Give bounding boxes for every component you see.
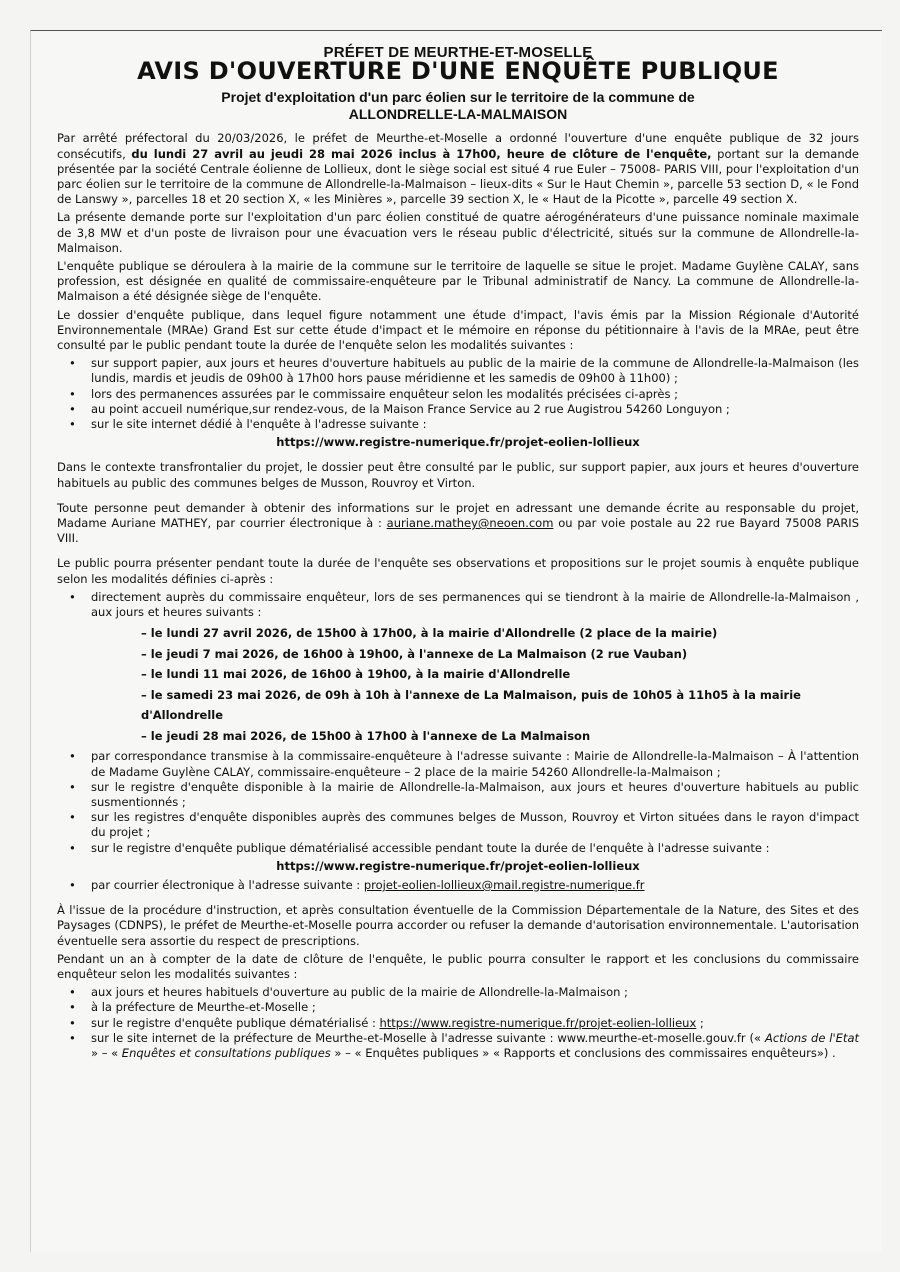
notice-page	[30, 30, 882, 1252]
permanence-date: – le lundi 11 mai 2026, de 16h00 à 19h00, à la mairie d'Allondrelle	[141, 667, 571, 682]
info-text-b: ou par voie postale au 22 rue Bayard 75008 PARIS VIII.	[57, 516, 859, 546]
list-item: • sur le registre d'enquête disponible à la mairie de Allondrelle-la-Malmaison, aux jours et heures d'ouverture habituels au public susmentionnés ;	[91, 780, 859, 810]
paragraph-transfrontalier: Dans le contexte transfrontalier du projet, le dossier peut être consulté par le public, sur support papier, aux jours et heures d'ouverture habituels au public des communes belges de Musson, Rouvroy et Virton.	[57, 460, 859, 490]
list-item: • directement auprès du commissaire enquêteur, lors de ses permanences qui se tiendront à la mairie de Allondrelle-la-Malmaison , aux jours et heures suivants :	[91, 590, 859, 620]
paragraph-dossier: Le dossier d'enquête publique, dans lequel figure notamment une étude d'impact, l'avis émis par la Mission Régionale d'Autorité Environnementale (MRAe) Grand Est sur cette étude d'impact et le mémoire en réponse du pétitionnaire à l'avis de la MRAe, peut être consulté par le public pendant toute la durée de l'enquête selon les modalités suivantes :	[57, 307, 859, 353]
list-item	[91, 1016, 859, 1031]
notice-title: AVIS D'OUVERTURE D'UNE ENQUÊTE PUBLIQUE	[137, 57, 779, 86]
paragraph-observations: Le public pourra présenter pendant toute la durée de l'enquête ses observations et propositions sur le projet soumis à enquête publique selon les modalités définies ci-après :	[57, 556, 859, 586]
registre-url-link[interactable]: https://www.registre-numerique.fr/projet-eolien-lollieux	[379, 1015, 697, 1030]
rapport-list	[57, 985, 859, 1061]
observations-list-email	[57, 878, 859, 893]
enquetes-consultations: Enquêtes et consultations publiques	[121, 1045, 331, 1060]
permanence-date: – le jeudi 28 mai 2026, de 15h00 à 17h00 à l'annexe de La Malmaison	[141, 728, 591, 743]
project-subtitle	[57, 89, 859, 123]
list-item: • sur le site internet dédié à l'enquête à l'adresse suivante :	[91, 417, 859, 432]
paragraph-demande: La présente demande porte sur l'exploitation d'un parc éolien constitué de quatre aérogénérateurs d'une puissance nominale maximale de 3,8 MW et d'un poste de livraison pour une évacuation vers le réseau public d'électricité, situés sur la commune de Allondrelle-la-Malmaison.	[57, 210, 859, 255]
arrete-dates: du lundi 27 avril au jeudi 28 mai 2026 inclus à 17h00, heure de clôture de l'enquête,	[131, 146, 712, 161]
observations-list-continued	[57, 749, 859, 855]
permanence-date: – le samedi 23 mai 2026, de 09h à 10h à l'annexe de La Malmaison, puis de 10h05 à 11h05 à la mairie d'Allondrelle	[141, 687, 801, 723]
permanences-list	[141, 623, 859, 746]
arrete-text-a: Par arrêté préfectoral du 20/03/2026, le préfet de Meurthe-et-Moselle a ordonné l'ouverture d'une enquête publique de 32 jours consécutifs,	[57, 131, 859, 161]
consultation-list	[57, 356, 859, 432]
registre-email-link[interactable]: projet-eolien-lollieux@mail.registre-numerique.fr	[363, 877, 645, 892]
list-item: • aux jours et heures habituels d'ouverture au public de la mairie de Allondrelle-la-Malmaison ;	[91, 985, 859, 1000]
notice-content	[57, 41, 859, 1064]
separator-text: » – «	[91, 1045, 122, 1060]
actions-etat: Actions de l'Etat	[764, 1030, 859, 1045]
contact-email-link[interactable]: auriane.mathey@neoen.com	[386, 516, 554, 531]
paragraph-informations	[57, 501, 859, 547]
list-item	[91, 1031, 859, 1061]
prefecture-site-text: sur le site internet de la préfecture de Meurthe-et-Moselle à l'adresse suivante : www.meurthe-et-moselle.gouv.fr («	[91, 1030, 765, 1045]
arrete-text-c: portant sur la demande présentée par la société Centrale éolienne de Lollieux, dont le siège social est situé 4 rue Euler – 75008- PARIS VIII, pour l'exploitation d'un parc éolien sur le territoire de la commune de Allondrelle-la-Malmaison – lieux-dits « Sur le Haut Chemin », parcelle 53 section D, « le Fond de Lanswy », parcelles 18 et 20 section X, « les Minières », parcelle 39 section X, le « Haut de la Picotte », parcelle 49 section X.	[57, 146, 859, 207]
list-item	[91, 878, 859, 893]
list-item: • par correspondance transmise à la commissaire-enquêteure à l'adresse suivante : Mairie de Allondrelle-la-Malmaison – À l'attention de Madame Guylène CALAY, commissaire-enquêteure – 2 place de la mairie 54260 Allondrelle-la-Malmaison ;	[91, 749, 859, 779]
list-item: • à la préfecture de Meurthe-et-Moselle ;	[91, 1000, 859, 1015]
subtitle-line-2: ALLONDRELLE-LA-MALMAISON	[348, 106, 568, 123]
list-item: • sur les registres d'enquête disponibles auprès des communes belges de Musson, Rouvroy et Virton situées dans le rayon d'impact du projet ;	[91, 810, 859, 840]
prefecture-header: PRÉFET DE MEURTHE-ET-MOSELLE	[323, 44, 593, 61]
list-item: • lors des permanences assurées par le commissaire enquêteur selon les modalités précisées ci-après ;	[91, 387, 859, 402]
list-item: • sur support papier, aux jours et heures d'ouverture habituels au public de la mairie de la commune de Allondrelle-la-Malmaison (les lundis, mardis et jeudis de 09h00 à 17h00 hors pause méridienne et les samedis de 09h00 à 11h00) ;	[91, 356, 859, 386]
registre-url-2[interactable]: https://www.registre-numerique.fr/projet-eolien-lollieux	[276, 858, 640, 873]
paragraph-issue: À l'issue de la procédure d'instruction, et après consultation éventuelle de la Commission Départementale de la Nature, des Sites et des Paysages (CDNPS), le préfet de Meurthe-et-Moselle pourra accorder ou refuser la demande d'autorisation environnementale. L'autorisation éventuelle sera assortie du respect de prescriptions.	[57, 903, 859, 948]
registre-url-1[interactable]: https://www.registre-numerique.fr/projet-eolien-lollieux	[276, 435, 640, 450]
paragraph-lieu: L'enquête publique se déroulera à la mairie de la commune sur le territoire de laquelle se situe le projet. Madame Guylène CALAY, sans profession, est désignée en qualité de commissaire-enquêteure par le Tribunal administratif de Nancy. La commune de Allondrelle-la-Malmaison a été désignée siège de l'enquête.	[57, 259, 859, 304]
paragraph-rapport: Pendant un an à compter de la date de clôture de l'enquête, le public pourra consulter le rapport et les conclusions du commissaire enquêteur selon les modalités suivantes :	[57, 951, 859, 981]
list-item: • au point accueil numérique,sur rendez-vous, de la Maison France Service au 2 rue Augistrou 54260 Longuyon ;	[91, 402, 859, 417]
list-item: • sur le registre d'enquête publique dématérialisé accessible pendant toute la durée de l'enquête à l'adresse suivante :	[91, 841, 859, 856]
prefecture-site-end: » – « Enquêtes publiques » « Rapports et conclusions des commissaires enquêteurs») .	[330, 1045, 836, 1060]
paragraph-arrete	[57, 131, 859, 207]
subtitle-line-1: Projet d'exploitation d'un parc éolien sur le territoire de la commune de	[221, 89, 695, 106]
permanence-date: – le jeudi 7 mai 2026, de 16h00 à 19h00, à l'annexe de La Malmaison (2 rue Vauban)	[141, 646, 688, 661]
registre-end: ;	[696, 1015, 704, 1030]
registre-intro: sur le registre d'enquête publique dématérialisé :	[91, 1015, 380, 1030]
observations-list	[57, 590, 859, 620]
info-text-a: Toute personne peut demander à obtenir des informations sur le projet en adressant une demande écrite au responsable du projet, Madame Auriane MATHEY, par courrier électronique à :	[57, 500, 859, 531]
permanence-date: – le lundi 27 avril 2026, de 15h00 à 17h00, à la mairie d'Allondrelle (2 place de la mairie)	[141, 626, 718, 641]
email-intro: par courrier électronique à l'adresse suivante :	[91, 877, 364, 892]
